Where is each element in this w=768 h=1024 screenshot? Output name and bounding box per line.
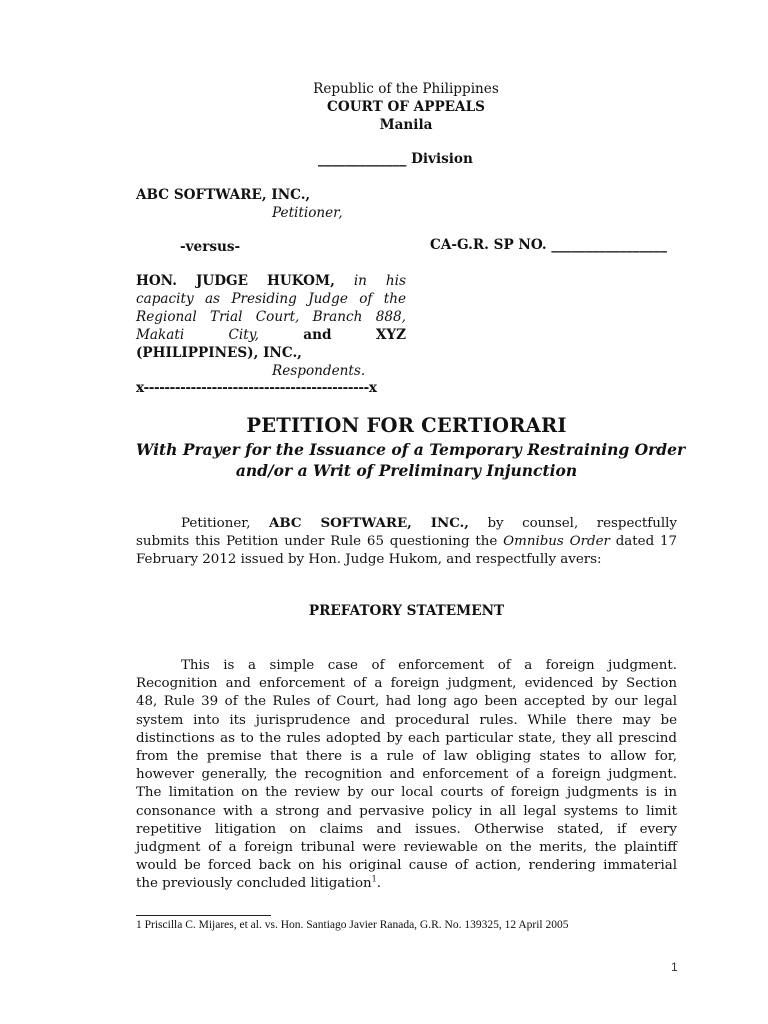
footnote-divider [136,915,271,916]
paragraph-line: The limitation on the review by our local courts of foreign judgments is in [136,785,677,801]
paragraph-line: distinctions as to the rules adopted by each particular state, they all prescind [136,730,677,746]
versus-label: -versus- [180,239,241,255]
intro-line-2: submits this Petition under Rule 65 questioning the Omnibus Order dated 17 [136,534,678,550]
republic-line: Republic of the Philippines [313,81,499,97]
respondent-line-5: (PHILIPPINES), INC., [136,345,302,361]
page-number: 1 [671,960,678,974]
court-city: Manila [379,117,433,133]
intro-paragraph [136,514,677,570]
paragraph-line: Recognition and enforcement of a foreign judgment, evidenced by Section [136,676,677,692]
paragraph-line: would be forced back on his original cause of action, rendering immaterial [136,858,677,874]
respondent-line-1: HON. JUDGE HUKOM, in his [136,273,407,289]
division-line [318,150,473,168]
petition-subtitle-2: and/or a Writ of Preliminary Injunction [235,461,578,480]
paragraph-line: system into its jurisprudence and procedural rules. While there may be [136,712,677,728]
caption-separator: x-------------------------------------------x [136,380,377,396]
respondent-line-2: capacity as Presiding Judge of the [136,291,406,307]
intro-line-3: February 2012 issued by Hon. Judge Hukom, and respectfully avers: [136,552,602,568]
petition-subtitle-1: With Prayer for the Issuance of a Temporary Restraining Order [136,440,686,459]
division-blank: _____________ [318,151,407,167]
paragraph-line: consonance with a strong and pervasive policy in all legal systems to limit [136,803,677,819]
paragraph-line: This is a simple case of enforcement of a foreign judgment. [181,658,677,673]
respondent-line-3: Regional Trial Court, Branch 888, [136,309,406,325]
prefatory-paragraph [136,657,677,894]
petitioner-role: Petitioner, [272,205,343,221]
division-label: Division [411,151,473,167]
intro-line-1: Petitioner, ABC SOFTWARE, INC., by counsel, respectfully [181,515,677,531]
paragraph-line-last: the previously concluded litigation$^1$. [136,874,382,892]
footnote-reference[interactable]: 1 [371,874,377,884]
respondent-role: Respondents. [272,363,366,379]
footnote-text: 1 Priscilla C. Mijares, et al. vs. Hon. Santiago Javier Ranada, G.R. No. 139325, 12 April 2005 [136,919,569,931]
prefatory-heading: PREFATORY STATEMENT [308,603,505,619]
case-number: CA-G.R. SP NO. _________________ [430,237,667,253]
petition-title: PETITION FOR CERTIORARI [246,414,567,437]
paragraph-line: from the premise that there is a rule of law obliging states to allow for, [136,749,677,765]
respondent-line-4: Makati City, and XYZ [136,327,407,343]
court-name: COURT OF APPEALS [327,99,485,115]
paragraph-line: 48, Rule 39 of the Rules of Court, had long ago been accepted by our legal [136,694,677,710]
petitioner-name: ABC SOFTWARE, INC., [136,187,311,203]
paragraph-line: however generally, the recognition and enforcement of a foreign judgment. [136,767,677,783]
paragraph-line: repetitive litigation on claims and issues. Otherwise stated, if every [136,821,677,837]
paragraph-line: judgment of a foreign tribunal were reviewable on the merits, the plaintiff [136,840,677,856]
